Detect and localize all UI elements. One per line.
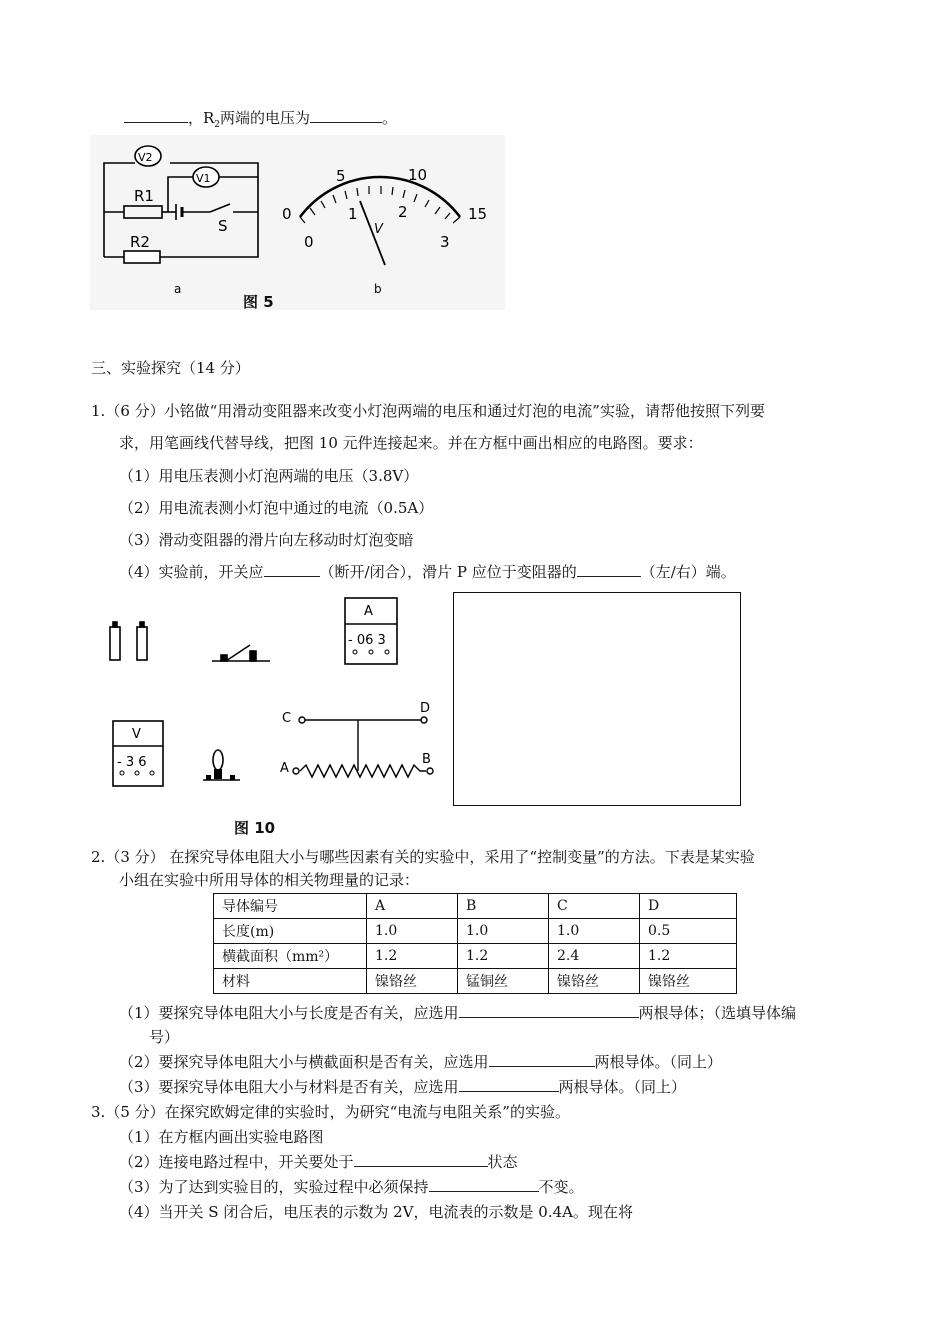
meter-bottom-tick-3: 3 xyxy=(440,233,450,251)
sub-b-label: b xyxy=(374,282,382,296)
rheostat-d-label: D xyxy=(420,701,431,716)
table-row: 长度(m) 1.0 1.0 1.0 0.5 xyxy=(214,919,737,944)
r1-label: R1 xyxy=(134,187,154,205)
q2-line1: 2.（3 分） 在探究导体电阻大小与哪些因素有关的实验中，采用了“控制变量”的方法。下表是某实验 xyxy=(91,848,755,866)
rheostat-b-label: B xyxy=(422,752,431,767)
q2-sub-3: （3）要探究导体电阻大小与材料是否有关，应选用 两根导体。（同上） xyxy=(119,1078,687,1096)
meter-bottom-tick-2: 2 xyxy=(398,203,408,221)
figure-5-label: 图 5 xyxy=(243,293,274,311)
v1-label: V1 xyxy=(196,172,211,185)
q1-item-3: （3）滑动变阻器的滑片向左移动时灯泡变暗 xyxy=(119,531,414,549)
table-row: 导体编号 A B C D xyxy=(214,894,737,919)
v2-label: V2 xyxy=(138,151,153,164)
q3-item-1: （1）在方框内画出实验电路图 xyxy=(119,1128,324,1146)
answer-blank[interactable] xyxy=(489,1052,595,1067)
answer-blank[interactable] xyxy=(459,1003,639,1018)
r2-label: R2 xyxy=(130,233,150,251)
lamp-icon xyxy=(203,750,240,780)
switch-label: S xyxy=(218,217,228,235)
meter-unit: V xyxy=(374,222,383,237)
meter-top-tick-5: 5 xyxy=(336,167,346,185)
q1-item-1: （1）用电压表测小灯泡两端的电压（3.8V） xyxy=(119,467,419,485)
switch-icon xyxy=(212,645,270,661)
q1-item-2: （2）用电流表测小灯泡中通过的电流（0.5A） xyxy=(119,499,434,517)
figure-10-label: 图 10 xyxy=(234,819,276,837)
figure-5-drawing xyxy=(90,135,505,310)
voltmeter-scale: - 3 6 xyxy=(117,755,147,770)
meter-top-tick-0: 0 xyxy=(282,205,292,223)
answer-blank[interactable] xyxy=(429,1177,539,1192)
answer-blank[interactable] xyxy=(354,1152,488,1167)
voltmeter-title: V xyxy=(132,727,141,742)
meter-bottom-tick-1: 1 xyxy=(348,205,358,223)
meter-top-tick-15: 15 xyxy=(468,205,488,223)
q1-item-4: （4）实验前，开关应 （断开/闭合），滑片 P 应位于变阻器的 （左/右）端。 xyxy=(119,563,736,581)
rheostat-icon xyxy=(293,717,433,777)
ammeter-title: A xyxy=(364,604,373,619)
ammeter-scale: - 06 3 xyxy=(348,633,386,648)
meter-bottom-tick-0: 0 xyxy=(304,233,314,251)
q3-item-4: （4）当开关 S 闭合后，电压表的示数为 2V，电流表的示数是 0.4A。现在将 xyxy=(119,1203,633,1221)
figure-10-components xyxy=(100,595,440,805)
q2-sub-1-cont: 号） xyxy=(149,1028,180,1046)
conductor-table xyxy=(213,893,737,994)
battery-icon xyxy=(110,622,147,660)
q2-sub-2: （2）要探究导体电阻大小与横截面积是否有关，应选用 两根导体。（同上） xyxy=(119,1053,723,1071)
q1-line1: 1.（6 分）小铭做“用滑动变阻器来改变小灯泡两端的电压和通过灯泡的电流”实验，请帮他按照下列要 xyxy=(91,402,765,420)
table-row: 材料 镍铬丝 锰铜丝 镍铬丝 镍铬丝 xyxy=(214,969,737,994)
section-heading: 三、实验探究（14 分） xyxy=(91,359,250,377)
circuit-answer-box[interactable] xyxy=(453,592,741,806)
q3-line1: 3.（5 分）在探究欧姆定律的实验时，为研究“电流与电阻关系”的实验。 xyxy=(91,1103,570,1121)
q3-item-3: （3）为了达到实验目的，实验过程中必须保持 不变。 xyxy=(119,1178,584,1196)
answer-blank[interactable] xyxy=(264,562,320,577)
q3-item-2: （2）连接电路过程中，开关要处于 状态 xyxy=(119,1153,518,1171)
answer-blank[interactable] xyxy=(310,108,382,123)
rheostat-a-label: A xyxy=(280,761,289,776)
answer-blank[interactable] xyxy=(459,1077,559,1092)
q2-line2: 小组在实验中所用导体的相关物理量的记录： xyxy=(119,871,420,889)
meter-top-tick-10: 10 xyxy=(408,166,428,184)
answer-blank[interactable] xyxy=(577,562,641,577)
q1-line2: 求，用笔画线代替导线，把图 10 元件连接起来。并在方框中画出相应的电路图。要求： xyxy=(119,434,703,452)
rheostat-c-label: C xyxy=(282,711,292,726)
sub-a-label: a xyxy=(174,282,182,296)
figure-5 xyxy=(90,135,505,310)
table-row: 横截面积（mm²） 1.2 1.2 2.4 1.2 xyxy=(214,944,737,969)
q2-sub-1: （1）要探究导体电阻大小与长度是否有关，应选用 两根导体；（选填导体编 xyxy=(119,1004,797,1022)
top-line: ，$R_2$两端的电压为 。 xyxy=(124,108,397,135)
answer-blank[interactable] xyxy=(124,108,188,123)
